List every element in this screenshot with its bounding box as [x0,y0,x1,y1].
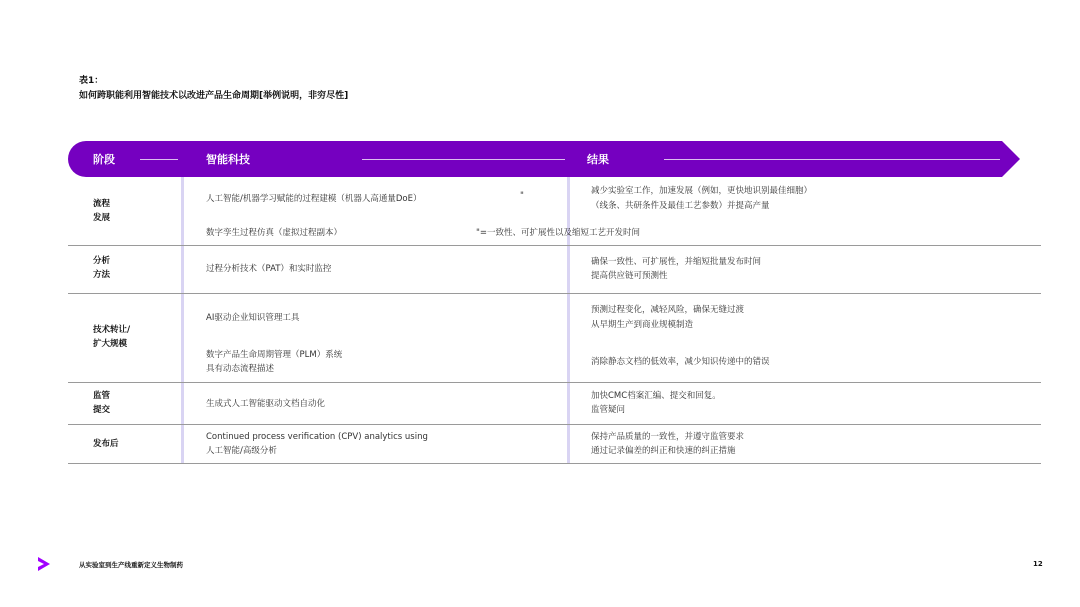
tech-cell: 数字产品生命周期管理（PLM）系统 [206,350,343,360]
phase-line: 技术转让/ [93,325,131,335]
header-phase: 阶段 [93,153,115,166]
row-divider [68,424,1041,425]
result-cell: 监管疑问 [591,405,626,415]
result-cell: 加快CMC档案汇编、提交和回复。 [591,391,721,401]
result-cell: 确保一致性、可扩展性，并缩短批量发布时间 [591,257,762,267]
phase-line: 扩大规模 [93,339,128,349]
row-divider [68,293,1041,294]
tech-cell: 生成式人工智能驱动文档自动化 [206,399,326,409]
brand-chevron-icon [37,556,51,576]
phase-regulatory-submission [93,389,110,417]
column-separator [181,177,184,463]
header-divider-line [664,159,1000,160]
result-cell: 减少实验室工作，加速发展（例如，更快地识别最佳细胞） [591,186,813,196]
footer-document-title: 从实验室到生产线重新定义生物制药 [79,561,183,569]
header-technology: 智能科技 [206,153,250,166]
header-divider-line [140,159,178,160]
result-cell: 提高供应链可预测性 [591,271,668,281]
tech-cell: AI驱动企业知识管理工具 [206,313,300,323]
phase-line: 监管 [93,391,111,401]
header-divider-line [362,159,565,160]
result-cell: 保持产品质量的一致性，并遵守监管要求 [591,432,745,442]
phase-process-development [93,197,110,225]
result-cell: 消除静态文档的低效率，减少知识传递中的错误 [591,357,770,367]
page-number: 12 [1033,560,1043,568]
phase-line: 方法 [93,270,111,280]
stray-mark: " [520,191,524,201]
tech-cell: 人工智能/机器学习赋能的过程建模（机器人高通量DoE） [206,194,422,204]
row-divider [68,245,1041,246]
phase-line: 提交 [93,405,111,415]
row-divider [68,463,1041,464]
phase-line: 分析 [93,256,111,266]
tech-cell: 具有动态流程描述 [206,364,275,374]
phase-analytical-methods [93,254,110,282]
phase-line: 发布后 [93,439,119,449]
tech-cell: 过程分析技术（PAT）和实时监控 [206,264,332,274]
table-title: 如何跨职能利用智能技术以改进产品生命周期[举例说明，非穷尽性] [79,91,349,101]
phase-post-launch [93,437,119,451]
tech-cell: 数字孪生过程仿真（虚拟过程副本） [206,228,343,238]
phase-line: 发展 [93,213,111,223]
column-separator [567,177,570,463]
row-divider [68,382,1041,383]
overflow-text: "=一致性、可扩展性以及缩短工艺开发时间 [476,228,641,238]
result-cell: 从早期生产到商业规模制造 [591,320,694,330]
table-caption [79,74,348,104]
result-cell: 预测过程变化，减轻风险，确保无缝过渡 [591,305,745,315]
result-cell: （线条、共研条件及最佳工艺参数）并提高产量 [591,201,770,211]
phase-tech-transfer [93,323,130,351]
header-results: 结果 [587,153,609,166]
phase-line: 流程 [93,199,111,209]
tech-cell: 人工智能/高级分析 [206,446,277,456]
table-number: 表1： [79,76,104,86]
tech-cell: Continued process verification (CPV) analytics using [206,432,428,442]
result-cell: 通过记录偏差的纠正和快速的纠正措施 [591,446,736,456]
